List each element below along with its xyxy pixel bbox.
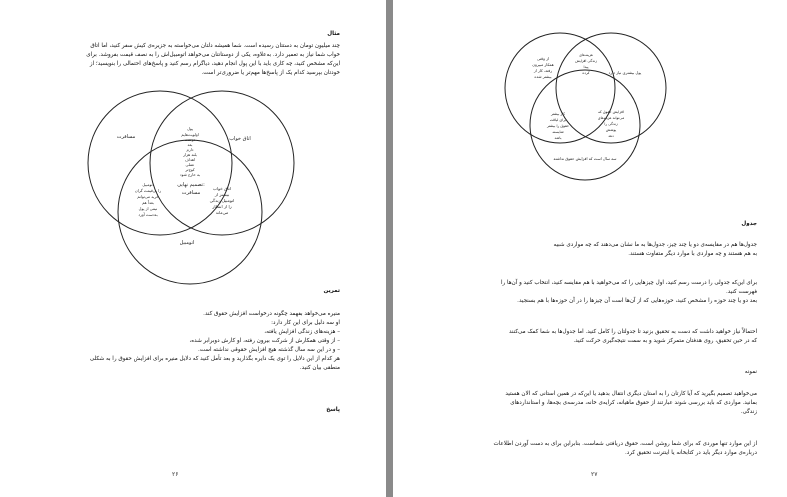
sample-line: زندگی.: [740, 409, 757, 415]
exercise-line: – هزینه‌های زندگی افزایش یافته،: [264, 329, 340, 335]
table-line: به هم هستند و چه مواردی با موارد دیگر متفاوت هستند.: [628, 251, 757, 257]
venn-overlap-text: بعداً هم: [142, 200, 154, 205]
venn-text: زندگی افزایش: [575, 59, 597, 63]
example-line: خودتان بپرسید کدام یک از پاسخ‌ها مهم‌تر یا ضروری‌تر است.: [201, 70, 340, 76]
venn-overlap-text: دارم: [186, 147, 194, 152]
venn-overlap-text: خرید می‌توانم: [137, 194, 159, 199]
venn-overlap-text: اولویت‌هایم: [181, 132, 199, 137]
sample-paragraph-1: [417, 390, 757, 417]
venn-label-bedroom: اتاق خواب: [229, 136, 251, 142]
example-line: خواب شما نیاز به تعمیر دارد. به‌علاوه، یکی از دوستانتان می‌خواهد اتومبیل‌اش را به نصف قیمت بفروشد. برای: [86, 52, 340, 58]
venn-label-travel: مسافرت: [116, 134, 136, 140]
venn-text: شایسته: [552, 130, 564, 134]
table-paragraph-2: [417, 279, 757, 306]
venn-text: پول بیشتری نیاز دارد: [608, 70, 642, 75]
venn-center-text: مسافرت: [181, 190, 201, 196]
venn-text: رفته، کار از: [533, 68, 553, 73]
venn-text: پوشش: [605, 128, 617, 132]
venn-diagram-decision: [0, 0, 386, 497]
table-paragraph-1: [417, 241, 757, 259]
sample-paragraph-2: [417, 440, 757, 458]
page-number: ۲۶: [172, 471, 179, 478]
venn-circle-costs: [556, 33, 666, 143]
answer-heading: پاسخ: [326, 407, 340, 413]
venn-text: بیشتر شده: [534, 74, 552, 79]
venn-overlap-text: اتاق خواب: [212, 186, 232, 191]
exercise-line: – از وقتی همکارش از شرکت بیرون رفته، او کارش دوبرابر شده،: [189, 338, 340, 344]
venn-overlap-text: عملی: [185, 162, 195, 167]
venn-text: زندگی را: [604, 122, 618, 126]
sample-line: می‌خواهید تصمیم بگیرید که آیا کارتان را به استان دیگری انتقال بدهید یا این‌که در همین استانی که الان هستید: [505, 391, 757, 397]
exercise-line: هر کدام از این دلایل را توی یک دایره بگذارید و بعد تأمل کنید که دلایل منیره برای افزایش حقوق را به شکلی: [89, 356, 340, 362]
table-line: بعد دو یا چند حوزه را مشخص کنید، حوزه‌هایی که از آن‌ها است آن چیزها را در آن حوزه‌ها با هم بسنجید.: [517, 298, 757, 304]
exercise-line: منطقی بیان کنید.: [299, 365, 340, 371]
exercise-line: او سه دلیل برای این کار دارد:: [271, 320, 340, 326]
venn-overlap-text: پول: [187, 126, 193, 131]
table-line: جدول‌ها هم در مقایسه‌ی دو یا چند چیز، جدول‌ها به ما نشان می‌دهند که چه مواردی شبیه: [553, 242, 757, 248]
venn-overlap-text: بلند هزار: [183, 152, 197, 157]
example-heading: مثال: [327, 31, 340, 37]
sample-line: از این موارد تنها موردی که برای شما روشن است، حقوق دریافتی شماست. بنابراین برای به دست آوردن اطلاعات: [493, 441, 757, 447]
venn-text: کار بیشتر: [550, 112, 566, 116]
venn-text: دهد: [608, 134, 614, 138]
venn-overlap-text: بیشتر از: [214, 192, 230, 197]
exercise-paragraph: [10, 310, 340, 373]
venn-overlap-text: را بی‌قیمت گران: [134, 188, 162, 193]
example-line: چند میلیون تومان به دستتان رسیده است. شما همیشه دلتان می‌خواسته به جزیره‌ی کیش سفر کنید، اما اتاق: [90, 43, 340, 49]
venn-overlap-text: اتومبیل: [142, 182, 154, 187]
venn-overlap-text: می‌ماند: [215, 210, 229, 215]
venn-text: هزینه‌های: [579, 53, 593, 57]
venn-text: حقوق را بیشتر: [546, 124, 570, 128]
venn-text: همکار مبیرون: [532, 62, 554, 67]
venn-overlap-text: اهداف: [184, 157, 196, 162]
right-page: [393, 0, 787, 497]
table-line: احتمالاً نیاز خواهید داشت که دست به تحقیق بزنید تا جدولتان را کامل کنید. اما جدول‌ها به شما کمک می‌کنند: [509, 329, 757, 335]
table-line: که در حین تحقیق، روی هدفتان متمرکز شوید و به سمت نتیجه‌گیری حرکت کنید.: [573, 338, 757, 344]
venn-overlap-text: بعد: [187, 142, 193, 147]
exercise-line: – و در این سه سال گذشته هیچ افزایش حقوقی نداشته است.: [198, 347, 340, 353]
venn-overlap-text: اتومبیل زندگی: [209, 198, 235, 203]
exercise-line: منیره می‌خواهد بفهمد چگونه درخواست افزایش حقوق کند.: [203, 311, 340, 317]
table-line: برای این‌که جدولی را درست رسم کنید، اول چیزهایی را که می‌خواهید با هم مقایسه کنید، انتخاب کنید و آن‌ها را: [500, 280, 757, 286]
venn-overlap-text: را از انتظار: [212, 204, 232, 209]
sample-line: بمانید. مواردی که باید بررسی شوند عبارتند از حقوق ماهیانه، کرایه‌ی خانه، مدرسه‌ی بچه‌ها، و استانداردهای: [510, 400, 757, 406]
venn-text: سه سال است که افزایش حقوق نداشته: [553, 156, 617, 161]
venn-text: افزایش حقوق که: [598, 110, 624, 114]
venn-text: کرده: [582, 71, 590, 75]
venn-text: از وقتی: [536, 56, 550, 61]
page-number: ۲۷: [591, 471, 598, 478]
left-page: [0, 0, 386, 497]
venn-text: می‌تواند هزینه‌های: [597, 116, 625, 120]
table-heading: جدول: [741, 221, 757, 227]
venn-text: باشد: [554, 136, 562, 140]
table-paragraph-3: [417, 328, 757, 346]
venn-overlap-text: نیمی از پول: [138, 206, 158, 211]
venn-text: برای لیاقت: [549, 118, 567, 122]
exercise-heading: تمرین: [323, 288, 340, 294]
venn-overlap-text: به خارج شود: [179, 172, 201, 177]
venn-overlap-text: کوچ‌تر: [185, 167, 195, 172]
venn-center-text: تصمیم نهایی:: [177, 182, 205, 188]
sample-heading: نمونه: [744, 369, 757, 375]
venn-circle-travel: [88, 91, 232, 235]
sample-line: درباره‌ی موارد دیگر باید در کتابخانه یا اینترنت تحقیق کرد.: [624, 450, 757, 456]
venn-label-car: اتومبیل: [179, 240, 195, 246]
table-line: فهرست کنید.: [725, 289, 757, 295]
venn-overlap-text: به‌دست آورد: [138, 212, 158, 217]
example-line: این‌که مشخص کنید، چه کاری باید با این پول انجام دهید، دیاگرام رسم کنید و پاسخ‌های احتمالی را بنویسید؛ از: [89, 61, 340, 67]
venn-text: پیدا: [583, 65, 589, 69]
venn-overlap-text: دوست: [184, 137, 196, 142]
